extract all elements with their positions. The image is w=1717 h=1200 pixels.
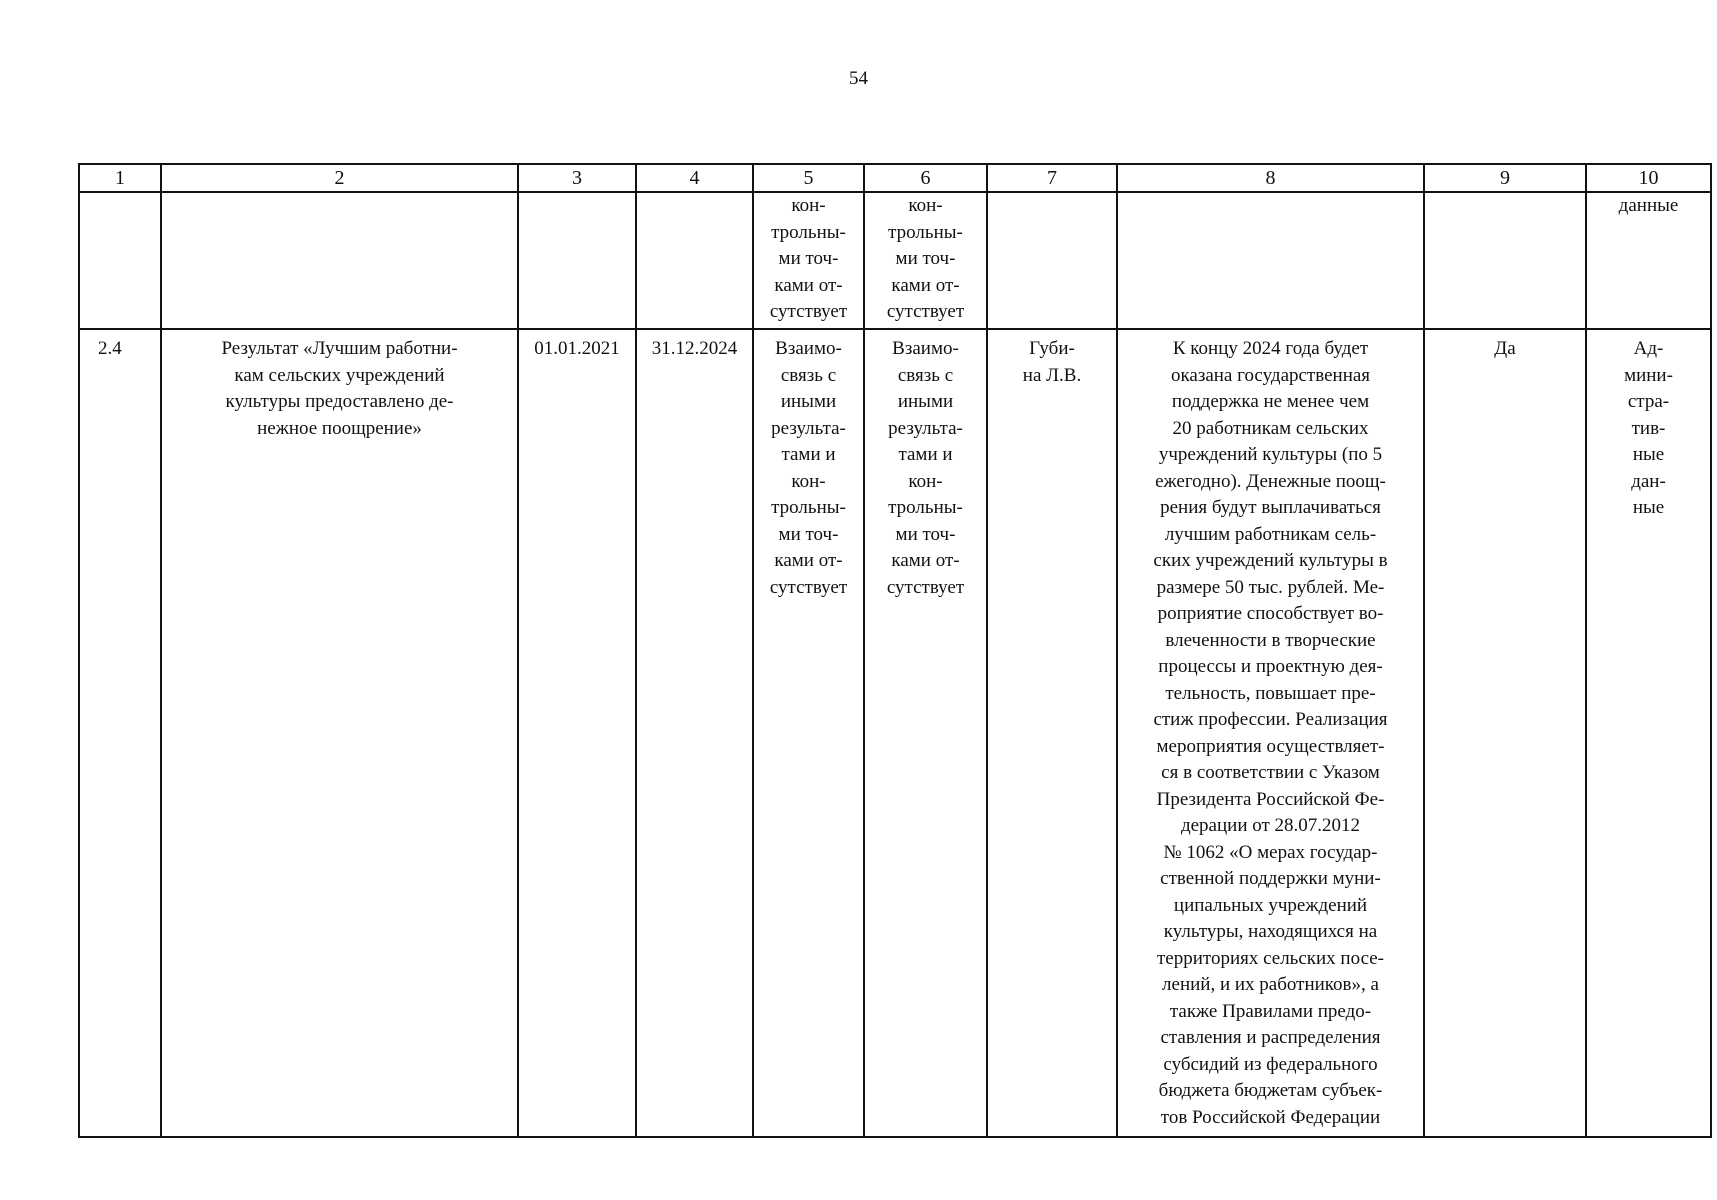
header-cell: 3 bbox=[518, 164, 636, 192]
text-line: ные bbox=[1632, 444, 1665, 465]
text-line: нежное поощрение» bbox=[257, 417, 422, 439]
empty-cell bbox=[518, 192, 636, 329]
text-line: Результат «Лучшим работни- bbox=[221, 338, 458, 359]
text-line: кам сельских учреждений bbox=[234, 364, 445, 386]
text-line: субсидий из федерального bbox=[1163, 1053, 1378, 1075]
text-line: ственной поддержки муни- bbox=[1160, 868, 1381, 889]
text-line: размере 50 тыс. рублей. Ме- bbox=[1156, 576, 1385, 598]
text-line: связь с bbox=[780, 364, 837, 386]
header-cell: 1 bbox=[79, 164, 161, 192]
text-line: рения будут выплачиваться bbox=[1160, 497, 1381, 518]
text-line: процессы и проектную дея- bbox=[1158, 656, 1383, 677]
empty-cell bbox=[79, 192, 161, 329]
text-line: трольны- bbox=[888, 221, 963, 243]
table-row bbox=[79, 329, 1711, 1137]
text-line: Президента Российской Фе- bbox=[1156, 788, 1385, 810]
header-cell: 8 bbox=[1117, 164, 1424, 192]
continuation-col5 bbox=[753, 192, 864, 329]
empty-cell bbox=[1117, 192, 1424, 329]
text-line: учреждений культуры (по 5 bbox=[1158, 444, 1383, 465]
text-line: связь с bbox=[897, 364, 954, 386]
row-number: 2.4 bbox=[79, 329, 161, 1137]
text-line: оказана государственная bbox=[1170, 364, 1371, 386]
text-line: результа- bbox=[771, 417, 846, 439]
page-number: 54 bbox=[849, 68, 868, 89]
text-line: кон- bbox=[791, 470, 826, 492]
data-source bbox=[1586, 329, 1711, 1137]
text-line: влеченности в творческие bbox=[1165, 629, 1376, 651]
text-line: Взаимо- bbox=[892, 338, 959, 359]
text-line: иными bbox=[780, 391, 837, 412]
empty-cell bbox=[1424, 192, 1586, 329]
text-line: № 1062 «О мерах государ- bbox=[1163, 841, 1378, 863]
text-line: культуры предоставлено де- bbox=[225, 391, 454, 412]
text-line: ми точ- bbox=[778, 523, 839, 545]
text-line: ками от- bbox=[891, 550, 960, 571]
text-line: лучшим работникам сель- bbox=[1164, 523, 1377, 545]
text-line: дан- bbox=[1631, 470, 1666, 492]
text-line: мини- bbox=[1624, 364, 1673, 386]
text-line: сутствует bbox=[886, 301, 965, 322]
text-line: ских учреждений культуры в bbox=[1153, 550, 1388, 571]
empty-cell bbox=[636, 192, 753, 329]
continuation-col10 bbox=[1586, 192, 1711, 329]
text-line: ками от- bbox=[891, 274, 960, 296]
text-line: ками от- bbox=[774, 274, 843, 296]
text-line: территориях сельских посе- bbox=[1156, 947, 1384, 969]
interconnection-col6 bbox=[864, 329, 987, 1137]
interconnection-col5 bbox=[753, 329, 864, 1137]
text-line: тив- bbox=[1631, 417, 1666, 439]
results-table bbox=[78, 163, 1712, 1138]
text-line: Губи- bbox=[1029, 338, 1075, 359]
text-line: дерации от 28.07.2012 bbox=[1180, 815, 1361, 836]
text-line: Ад- bbox=[1633, 338, 1664, 359]
text-line: ми точ- bbox=[778, 248, 839, 269]
text-line: сутствует bbox=[769, 301, 848, 322]
text-line: поддержка не менее чем bbox=[1171, 391, 1370, 412]
text-line: данные bbox=[1618, 195, 1679, 216]
text-line: ставления и распределения bbox=[1160, 1027, 1381, 1048]
text-line: кон- bbox=[791, 195, 826, 216]
text-line: роприятие способствует во- bbox=[1157, 603, 1384, 624]
header-cell: 6 bbox=[864, 164, 987, 192]
text-line: также Правилами предо- bbox=[1169, 1000, 1372, 1022]
text-line: трольны- bbox=[771, 221, 846, 243]
text-line: ками от- bbox=[774, 550, 843, 571]
text-line: К концу 2024 года будет bbox=[1172, 338, 1369, 359]
text-line: стиж профессии. Реализация bbox=[1153, 709, 1388, 730]
result-name bbox=[161, 329, 518, 1137]
header-cell: 5 bbox=[753, 164, 864, 192]
text-line: сутствует bbox=[769, 576, 848, 598]
text-line: культуры, находящихся на bbox=[1163, 921, 1378, 942]
header-cell: 7 bbox=[987, 164, 1117, 192]
text-line: ципальных учреждений bbox=[1173, 894, 1368, 916]
text-line: кон- bbox=[908, 470, 943, 492]
text-line: тами и bbox=[898, 444, 953, 465]
text-line: Взаимо- bbox=[775, 338, 842, 359]
text-line: на Л.В. bbox=[1022, 364, 1082, 386]
text-line: ся в соответствии с Указом bbox=[1161, 762, 1380, 783]
text-line: иными bbox=[897, 391, 954, 412]
text-line: кон- bbox=[908, 195, 943, 216]
header-cell: 9 bbox=[1424, 164, 1586, 192]
text-line: трольны- bbox=[771, 497, 846, 518]
text-line: результа- bbox=[888, 417, 963, 439]
empty-cell bbox=[161, 192, 518, 329]
text-line: тельность, повышает пре- bbox=[1165, 682, 1376, 704]
text-line: ные bbox=[1632, 497, 1665, 518]
header-row bbox=[79, 164, 1711, 192]
flag-cell: Да bbox=[1424, 329, 1586, 1137]
header-cell: 2 bbox=[161, 164, 518, 192]
header-cell: 10 bbox=[1586, 164, 1711, 192]
result-description bbox=[1117, 329, 1424, 1137]
continuation-col6 bbox=[864, 192, 987, 329]
text-line: бюджета бюджетам субъек- bbox=[1158, 1080, 1383, 1101]
continuation-row bbox=[79, 192, 1711, 329]
text-line: сутствует bbox=[886, 576, 965, 598]
text-line: ми точ- bbox=[895, 523, 956, 545]
text-line: ми точ- bbox=[895, 248, 956, 269]
text-line: трольны- bbox=[888, 497, 963, 518]
text-line: тами и bbox=[781, 444, 836, 465]
start-date: 01.01.2021 bbox=[518, 329, 636, 1137]
text-line: мероприятия осуществляет- bbox=[1156, 735, 1385, 757]
empty-cell bbox=[987, 192, 1117, 329]
responsible-person bbox=[987, 329, 1117, 1137]
text-line: 20 работникам сельских bbox=[1172, 417, 1369, 439]
text-line: стра- bbox=[1627, 391, 1670, 412]
end-date: 31.12.2024 bbox=[636, 329, 753, 1137]
header-cell: 4 bbox=[636, 164, 753, 192]
text-line: тов Российской Федерации bbox=[1160, 1106, 1381, 1128]
text-line: ежегодно). Денежные поощ- bbox=[1155, 470, 1386, 492]
text-line: лений, и их работников», а bbox=[1162, 974, 1379, 995]
